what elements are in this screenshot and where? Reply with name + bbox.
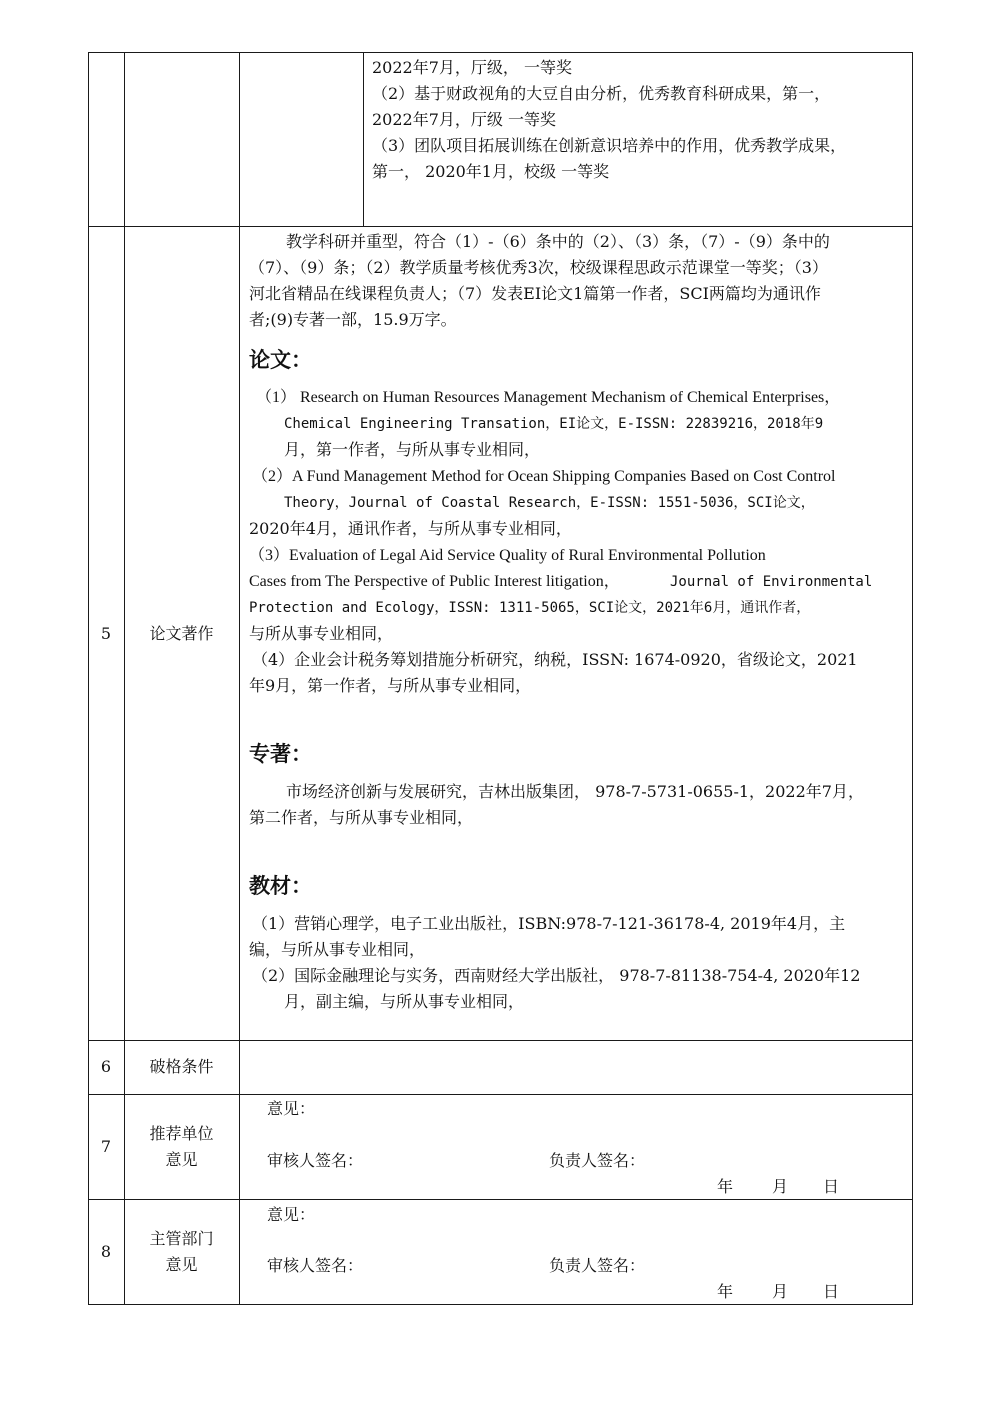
paper-line: Cases from The Perspective of Public Interest litigation，: [249, 573, 620, 590]
summary-line: （7）、（9）条；（2）教学质量考核优秀3次，校级课程思政示范课堂一等奖；（3）: [249, 258, 828, 277]
table-rule-col3: [363, 52, 364, 227]
row-number: 5: [100, 624, 112, 643]
papers-heading: 论文：: [249, 348, 312, 372]
paper-line: Theory，Journal of Coastal Research，E-ISSN: 1551-5036，SCI论文，: [284, 495, 815, 511]
paper-line: （1） Research on Human Resources Management Mechanism of Chemical Enterprises，: [256, 389, 841, 406]
award-line: （3）团队项目拓展训练在创新意识培养中的作用，优秀教学成果，: [372, 136, 847, 155]
table-rule-row5-top: [88, 226, 913, 227]
award-line: 第一， 2020年1月，校级 一等奖: [372, 162, 610, 181]
summary-line: 者;(9)专著一部，15.9万字。: [249, 310, 457, 329]
table-border-bottom: [88, 1304, 913, 1305]
summary-line: 教学科研并重型，符合（1）-（6）条中的（2）、（3）条，（7）-（9）条中的: [286, 232, 830, 251]
textbook-heading: 教材：: [249, 874, 312, 898]
leader-signature-label: 负责人签名：: [549, 1256, 646, 1275]
row-number: 6: [100, 1057, 112, 1076]
table-rule-col2: [239, 52, 240, 1305]
date-day: 日: [823, 1177, 840, 1196]
textbook-line: （2）国际金融理论与实务，西南财经大学出版社， 978-7-81138-754-4, 2020年12: [252, 966, 861, 985]
row-label: 破格条件: [149, 1057, 214, 1076]
award-line: 2022年7月，厅级， 一等奖: [372, 58, 572, 77]
opinion-label: 意见：: [267, 1205, 316, 1224]
date-year: 年: [717, 1282, 734, 1301]
award-line: （2）基于财政视角的大豆自由分析，优秀教育科研成果，第一，: [372, 84, 831, 103]
summary-line: 河北省精品在线课程负责人；（7）发表EI论文1篇第一作者，SCI两篇均为通讯作: [249, 284, 821, 303]
table-rule-row6-top: [88, 1040, 913, 1041]
date-month: 月: [772, 1282, 789, 1301]
date-day: 日: [823, 1282, 840, 1301]
paper-line: Protection and Ecology，ISSN: 1311-5065，SCI论文，2021年6月，通讯作者，: [249, 600, 811, 616]
table-border-top: [88, 52, 913, 53]
row-label: 主管部门: [149, 1229, 214, 1248]
paper-line: 2020年4月，通讯作者，与所从事专业相同，: [249, 519, 572, 538]
date-month: 月: [772, 1177, 789, 1196]
monograph-line: 第二作者，与所从事专业相同，: [249, 808, 474, 827]
textbook-line: 编，与所从事专业相同，: [249, 940, 426, 959]
table-rule-row7-top: [88, 1094, 913, 1095]
paper-line: （3）Evaluation of Legal Aid Service Quality of Rural Environmental Pollution: [249, 547, 766, 564]
opinion-label: 意见：: [267, 1099, 316, 1118]
monograph-line: 市场经济创新与发展研究，吉林出版集团， 978-7-5731-0655-1，2022年7月，: [286, 782, 864, 801]
table-rule-row8-top: [88, 1199, 913, 1200]
paper-line: 年9月，第一作者，与所从事专业相同，: [249, 676, 532, 695]
reviewer-signature-label: 审核人签名：: [267, 1151, 364, 1170]
paper-line: （4）企业会计税务筹划措施分析研究，纳税，ISSN: 1674-0920，省级论文，2021: [252, 650, 858, 669]
paper-line: Chemical Engineering Transation，EI论文，E-ISSN: 22839216，2018年9: [284, 416, 824, 432]
row-label: 推荐单位: [149, 1124, 214, 1143]
textbook-line: 月，副主编，与所从事专业相同，: [284, 992, 525, 1011]
monograph-heading: 专著：: [249, 742, 312, 766]
leader-signature-label: 负责人签名：: [549, 1151, 646, 1170]
paper-line: 月，第一作者，与所从事专业相同，: [284, 440, 541, 459]
textbook-line: （1）营销心理学，电子工业出版社，ISBN:978-7-121-36178-4, 2019年4月，主: [252, 914, 846, 933]
table-border-left: [88, 52, 89, 1305]
paper-line: （2）A Fund Management Method for Ocean Shipping Companies Based on Cost Control: [252, 468, 836, 485]
row-label: 论文著作: [149, 624, 214, 643]
table-border-right: [912, 52, 913, 1305]
date-year: 年: [717, 1177, 734, 1196]
paper-line: 与所从事专业相同，: [249, 624, 394, 643]
reviewer-signature-label: 审核人签名：: [267, 1256, 364, 1275]
paper-line: Journal of Environmental: [670, 574, 873, 590]
row-label: 意见: [165, 1255, 198, 1274]
row-label: 意见: [165, 1150, 198, 1169]
award-line: 2022年7月，厅级 一等奖: [372, 110, 556, 129]
row-number: 7: [100, 1137, 112, 1156]
table-rule-col1: [124, 52, 125, 1305]
row-number: 8: [100, 1242, 112, 1261]
